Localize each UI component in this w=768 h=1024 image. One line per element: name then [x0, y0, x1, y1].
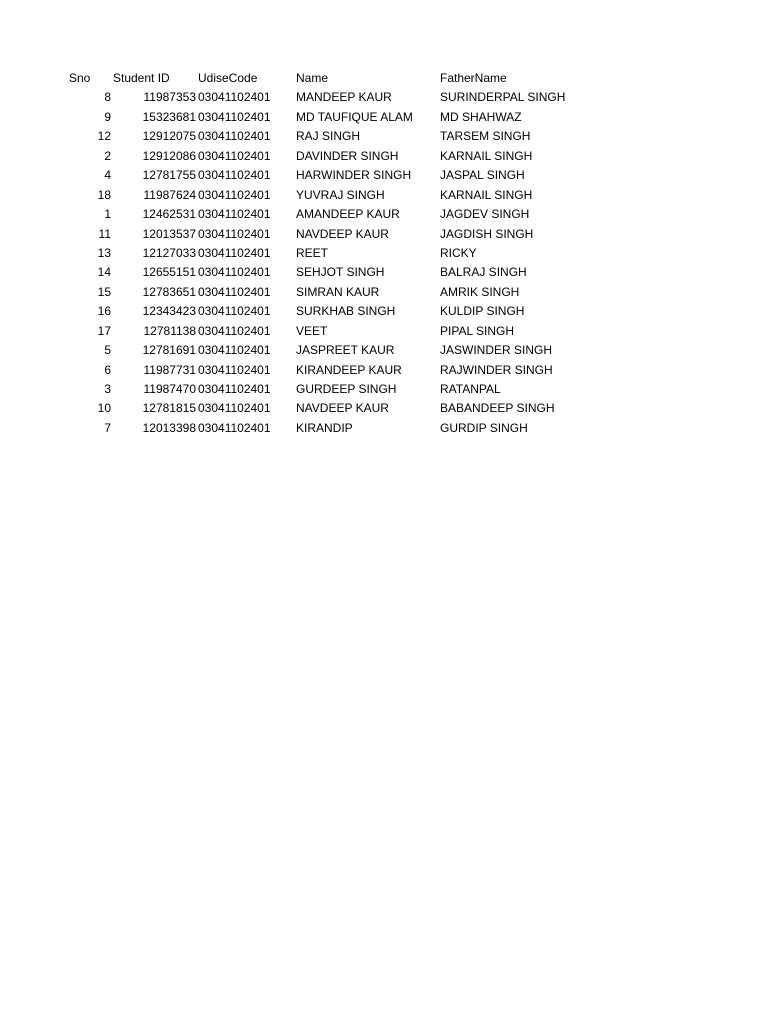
- cell-name: KIRANDIP: [296, 420, 353, 435]
- cell-student-id: 11987470: [143, 382, 196, 396]
- cell-udise-code: 03041102401: [198, 207, 271, 222]
- cell-father-name: KULDIP SINGH: [440, 304, 525, 319]
- cell-sno: 18: [97, 187, 111, 202]
- cell-student-id: 12127033: [142, 245, 196, 260]
- cell-udise-code: 03041102401: [198, 323, 271, 338]
- cell-sno: 9: [104, 109, 111, 124]
- cell-student-id: 12912086: [142, 148, 196, 163]
- cell-father-name: JASWINDER SINGH: [440, 343, 553, 358]
- table-row: [0, 127, 768, 146]
- cell-student-id: 12783651: [142, 284, 196, 299]
- cell-udise-code: 03041102401: [198, 401, 271, 416]
- cell-father-name: MD SHAHWAZ: [440, 109, 522, 124]
- cell-name: JASPREET KAUR: [296, 343, 395, 358]
- cell-sno: 4: [104, 168, 111, 183]
- cell-father-name: GURDIP SINGH: [440, 420, 528, 435]
- cell-sno: 10: [97, 401, 111, 416]
- cell-udise-code: 03041102401: [198, 226, 271, 241]
- cell-father-name: JAGDEV SINGH: [440, 207, 530, 222]
- header-name: Name: [296, 71, 329, 85]
- cell-name: VEET: [296, 323, 328, 338]
- cell-student-id: 12013537: [142, 226, 196, 241]
- cell-udise-code: 03041102401: [198, 90, 271, 105]
- cell-udise-code: 03041102401: [198, 129, 271, 144]
- cell-udise-code: 03041102401: [198, 362, 271, 377]
- cell-sno: 1: [104, 207, 111, 222]
- cell-father-name: KARNAIL SINGH: [440, 148, 533, 163]
- table-row: [0, 244, 768, 263]
- table-body: [0, 88, 768, 438]
- cell-student-id: 12462531: [142, 207, 196, 222]
- cell-father-name: RAJWINDER SINGH: [440, 362, 553, 377]
- cell-name: REET: [296, 245, 329, 260]
- cell-sno: 14: [97, 265, 111, 280]
- cell-father-name: AMRIK SINGH: [440, 284, 520, 299]
- cell-student-id: 12655151: [142, 265, 196, 280]
- cell-father-name: BABANDEEP SINGH: [440, 401, 555, 416]
- cell-student-id: 12912075: [142, 129, 196, 144]
- table-row: [0, 283, 768, 302]
- cell-udise-code: 03041102401: [198, 304, 271, 319]
- table-row: [0, 108, 768, 127]
- cell-udise-code: 03041102401: [198, 109, 271, 124]
- cell-udise-code: 03041102401: [198, 420, 271, 435]
- cell-udise-code: 03041102401: [198, 382, 271, 396]
- cell-sno: 6: [104, 362, 111, 377]
- table-row: [0, 399, 768, 418]
- cell-name: NAVDEEP KAUR: [296, 401, 389, 416]
- table-row: [0, 186, 768, 205]
- cell-name: DAVINDER SINGH: [296, 148, 399, 163]
- table-row: [0, 88, 768, 107]
- cell-udise-code: 03041102401: [198, 168, 271, 183]
- header-student-id: Student ID: [113, 71, 170, 85]
- cell-student-id: 12781755: [142, 168, 196, 183]
- cell-udise-code: 03041102401: [198, 343, 271, 358]
- cell-sno: 13: [97, 245, 111, 260]
- cell-sno: 11: [98, 226, 111, 241]
- cell-name: MANDEEP KAUR: [296, 90, 392, 105]
- table-row: [0, 205, 768, 224]
- cell-udise-code: 03041102401: [198, 245, 271, 260]
- cell-name: KIRANDEEP KAUR: [296, 362, 402, 377]
- table-row: [0, 147, 768, 166]
- student-table: [0, 69, 768, 438]
- cell-name: GURDEEP SINGH: [296, 382, 397, 396]
- cell-student-id: 11987624: [143, 187, 196, 202]
- cell-father-name: RATANPAL: [440, 382, 501, 396]
- cell-name: SEHJOT SINGH: [296, 265, 385, 280]
- cell-sno: 15: [97, 284, 111, 299]
- cell-father-name: PIPAL SINGH: [440, 323, 515, 338]
- header-father-name: FatherName: [440, 71, 507, 85]
- cell-udise-code: 03041102401: [198, 284, 271, 299]
- cell-father-name: RICKY: [440, 245, 477, 260]
- cell-student-id: 12013398: [142, 420, 196, 435]
- cell-name: MD TAUFIQUE ALAM: [296, 109, 413, 124]
- table-header-row: [0, 69, 768, 88]
- cell-father-name: JASPAL SINGH: [440, 168, 525, 183]
- cell-name: AMANDEEP KAUR: [296, 207, 400, 222]
- cell-father-name: BALRAJ SINGH: [440, 265, 527, 280]
- cell-father-name: JAGDISH SINGH: [440, 226, 534, 241]
- cell-student-id: 11987731: [143, 362, 196, 377]
- table-row: [0, 263, 768, 282]
- cell-udise-code: 03041102401: [198, 148, 271, 163]
- cell-sno: 16: [97, 304, 111, 319]
- cell-name: RAJ SINGH: [296, 129, 361, 144]
- cell-name: HARWINDER SINGH: [296, 168, 412, 183]
- table-row: [0, 419, 768, 438]
- cell-sno: 17: [97, 323, 111, 338]
- cell-student-id: 11987353: [143, 90, 196, 105]
- cell-sno: 3: [104, 382, 111, 396]
- cell-udise-code: 03041102401: [198, 265, 271, 280]
- cell-father-name: TARSEM SINGH: [440, 129, 531, 144]
- table-row: [0, 380, 768, 399]
- table-row: [0, 166, 768, 185]
- table-row: [0, 361, 768, 380]
- cell-student-id: 12781691: [142, 343, 196, 358]
- header-udise-code: UdiseCode: [198, 71, 258, 85]
- table-row: [0, 322, 768, 341]
- table-row: [0, 225, 768, 244]
- cell-udise-code: 03041102401: [198, 187, 271, 202]
- cell-name: NAVDEEP KAUR: [296, 226, 389, 241]
- header-sno: Sno: [69, 71, 91, 85]
- cell-sno: 12: [97, 129, 111, 144]
- cell-student-id: 12781138: [143, 323, 196, 338]
- cell-father-name: KARNAIL SINGH: [440, 187, 533, 202]
- cell-father-name: SURINDERPAL SINGH: [440, 90, 566, 105]
- table-row: [0, 341, 768, 360]
- cell-sno: 8: [104, 90, 111, 105]
- cell-sno: 5: [104, 343, 111, 358]
- cell-sno: 7: [104, 420, 111, 435]
- cell-student-id: 12781815: [142, 401, 196, 416]
- cell-name: YUVRAJ SINGH: [296, 187, 385, 202]
- cell-name: SIMRAN KAUR: [296, 284, 380, 299]
- cell-sno: 2: [104, 148, 111, 163]
- cell-student-id: 12343423: [142, 304, 196, 319]
- cell-name: SURKHAB SINGH: [296, 304, 396, 319]
- cell-student-id: 15323681: [142, 109, 196, 124]
- table-row: [0, 302, 768, 321]
